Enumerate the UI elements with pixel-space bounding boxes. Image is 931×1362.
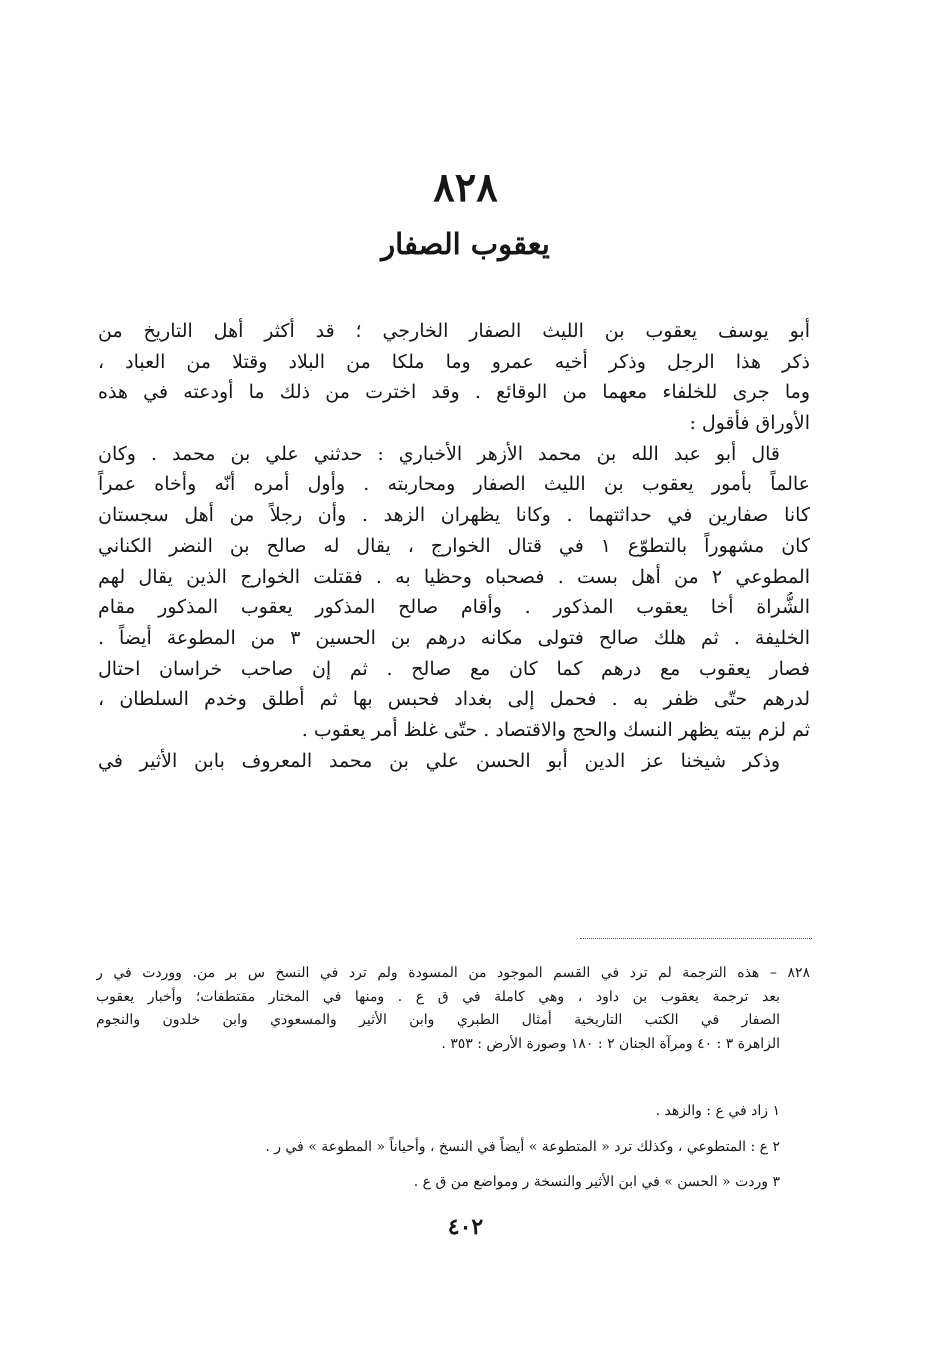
footnote-1: ١ زاد في ع : والزهد . [655,1103,780,1119]
note-line: الزاهرة ٣ : ٤٠ ومرآة الجنان ٢ : ١٨٠ وصورة الأرض : ٣٥٣ . [441,1035,780,1052]
page-number: ٤٠٢ [447,1214,484,1240]
note-line: الصفار في الكتب التاريخية أمثال الطبري وابن الأثير والمسعودي وابن خلدون والنجوم [96,1012,780,1028]
biography-text [98,316,810,776]
note-line: بعد ترجمة يعقوب بن داود ، وهي كاملة في ق ع . ومنها في المختار مقتطفات؛ وأخبار يعقوب [96,988,780,1005]
text-line: كان مشهوراً بالتطوّع ١ في قتال الخوارج ، يقال له صالح بن النضر الكناني [98,534,810,557]
footnote-3: ٣ وردت « الحسن » في ابن الأثير والنسخة ر ومواضع من ق ع . [413,1174,780,1190]
entry-title: يعقوب الصفار [381,227,550,261]
footnote-separator [580,938,812,939]
text-line: الشُّراة أخا يعقوب المذكور . وأقام صالح المذكور يعقوب المذكور مقام [98,596,810,619]
text-line: الأوراق فأقول : [689,412,810,435]
text-line: المطوعي ٢ من أهل بست . فصحباه وحظيا به . فقتلت الخوارج الذين يقال لهم [98,565,810,588]
text-line: فصار يعقوب مع درهم كما كان مع صالح . ثم إن صاحب خراسان احتال [98,657,810,680]
text-line: الخليفة . ثم هلك صالح فتولى مكانه درهم بن الحسين ٣ من المطوعة أيضاً . [98,626,810,649]
note-line: ٨٢٨ – هذه الترجمة لم ترد في القسم الموجود من المسودة ولم ترد في النسخ س بر من. ووردت في ر [96,965,810,981]
text-line: وذكر شيخنا عز الدين أبو الحسن علي بن محمد المعروف بابن الأثير في [98,749,780,772]
text-line: وما جرى للخلفاء معهما من الوقائع . وقد اخترت من ذلك ما أودعته في هذه [98,381,810,404]
text-line: ذكر هذا الرجل وذكر أخيه عمرو وما ملكا من البلاد وقتلا من العباد ، [98,350,810,373]
text-line: لدرهم حتّى ظفر به . فحمل إلى بغداد فحبس بها ثم أطلق وخدم السلطان ، [98,688,810,711]
text-line: عالماً بأمور يعقوب بن الليث الصفار ومحاربته . وأول أمره أنّه وأخاه عمراً [98,473,810,496]
editor-note [96,962,810,1056]
footnote-2: ٢ ع : المتطوعي ، وكذلك ترد « المتطوعة » أيضاً في النسخ ، وأحياناً « المطوعة » في ر . [265,1138,780,1155]
text-line: كانا صفارين في حداثتهما . وكانا يظهران الزهد . وأن رجلاً من أهل سجستان [98,504,810,527]
text-line: أبو يوسف يعقوب بن الليث الصفار الخارجي ؛ قد أكثر أهل التاريخ من [98,320,810,342]
footnotes [96,1094,780,1201]
entry-number: ٨٢٨ [433,164,498,211]
text-line: قال أبو عبد الله بن محمد الأزهر الأخباري : حدثني علي بن محمد . وكان [98,442,780,465]
text-line: ثم لزم بيته يظهر النسك والحج والاقتصاد . حتّى غلظ أمر يعقوب . [301,718,810,741]
